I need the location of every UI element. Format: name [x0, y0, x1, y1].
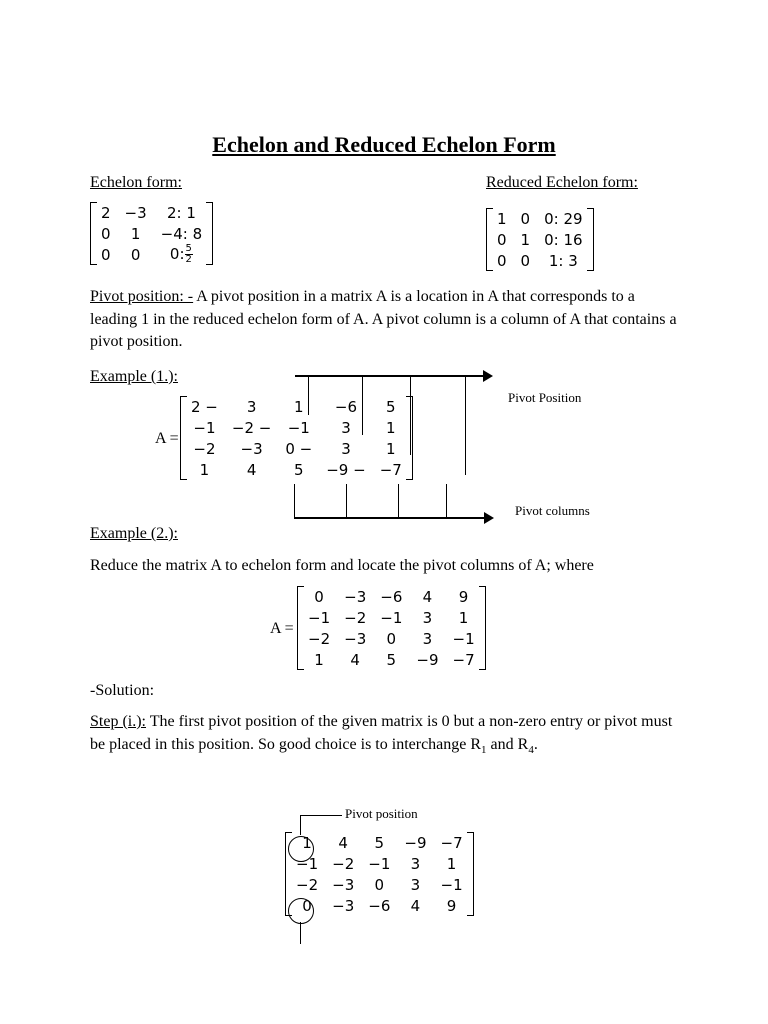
pivot-circle-icon	[288, 898, 314, 924]
matrix-cell: 5	[385, 397, 396, 416]
matrix-cell: 0: 16	[544, 230, 583, 249]
matrix-cell: 4	[246, 460, 257, 479]
matrix-cell: −7	[379, 460, 402, 479]
example2-label: Example (2.):	[90, 525, 178, 542]
example1-label: Example (1.):	[90, 368, 178, 385]
matrix-cell: 2 −	[191, 397, 218, 416]
example1-row	[184, 417, 409, 438]
example1-matrix	[180, 396, 413, 480]
matrix-cell: 0	[386, 629, 397, 648]
matrix-cell: −7	[452, 650, 475, 669]
echelon-form-label: Echelon form:	[90, 174, 182, 191]
matrix-cell: −2	[296, 875, 319, 894]
matrix-cell: −7	[440, 833, 463, 852]
step1-pivot-label: Pivot position	[345, 806, 418, 821]
matrix-cell: −3	[344, 629, 367, 648]
matrix-cell: 4	[338, 833, 348, 852]
step1-text: Step (i.): The first pivot position of the given matrix is 0 but a non-zero entry or pivot must be placed in this position. So good choice is to interchange $R_1$ and $R_4$.	[90, 713, 673, 756]
matrix-cell: −3	[240, 439, 263, 458]
arrow-head-icon	[483, 370, 493, 382]
matrix-cell: 3	[422, 629, 433, 648]
matrix-cell: 3	[341, 418, 351, 437]
matrix-cell: 3	[410, 854, 421, 873]
example2-instruction: Reduce the matrix A to echelon form and locate the pivot columns of A; where	[90, 557, 594, 574]
matrix-cell: −3	[332, 875, 355, 894]
matrix-cell: −3	[344, 587, 367, 606]
echelon-row	[94, 202, 209, 223]
arrow-head-icon	[484, 512, 494, 524]
matrix-cell: −2	[344, 608, 367, 627]
echelon-row	[94, 244, 209, 265]
fraction: $\frac{5}{2}$	[185, 243, 192, 265]
matrix-cell: 0	[130, 245, 141, 264]
example2-a-label: A =	[270, 620, 294, 637]
matrix-cell: −9 −	[326, 460, 366, 479]
matrix-cell: 3	[410, 875, 421, 894]
matrix-cell: 9	[446, 896, 457, 915]
matrix-cell: −1	[368, 854, 391, 873]
matrix-cell: 3	[422, 608, 433, 627]
matrix-cell: 0	[302, 896, 312, 915]
matrix-cell: 3	[246, 397, 257, 416]
matrix-cell: −6	[380, 587, 403, 606]
matrix-cell: 5	[294, 460, 304, 479]
matrix-cell: 4	[410, 896, 421, 915]
example2-row	[301, 607, 482, 628]
matrix-cell: 2: 1	[166, 203, 196, 222]
pivot-definition	[90, 286, 680, 354]
matrix-cell: −1	[308, 608, 331, 627]
example1-row	[184, 396, 409, 417]
step1-row	[289, 832, 470, 853]
reduced-row	[490, 229, 590, 250]
example2-matrix	[297, 586, 486, 670]
matrix-cell: 0	[497, 230, 507, 249]
matrix-cell: 3	[341, 439, 351, 458]
echelon-matrix	[90, 202, 213, 265]
pivot-definition-text: A pivot position in a matrix A is a location in A that corresponds to a leading 1 in the reduced echelon form of A. A pivot column is a column of A that contains a pivot position.	[90, 288, 677, 350]
matrix-cell: 1: 3	[548, 251, 578, 270]
matrix-cell: −1	[452, 629, 475, 648]
matrix-cell: 5	[374, 833, 385, 852]
reduced-row	[490, 208, 590, 229]
matrix-cell: 0: 29	[544, 209, 583, 228]
step1-row	[289, 853, 470, 874]
solution-label: -Solution:	[90, 682, 155, 699]
matrix-cell: 1	[458, 608, 469, 627]
matrix-cell: −1	[287, 418, 310, 437]
matrix-cell: 9	[458, 587, 469, 606]
matrix-cell: −1	[193, 418, 216, 437]
matrix-cell: −2 −	[231, 418, 272, 437]
matrix-cell: −2	[193, 439, 216, 458]
matrix-cell: 1	[130, 224, 141, 243]
matrix-cell: 0	[497, 251, 507, 270]
step1-row	[289, 895, 470, 916]
matrix-cell: 0	[314, 587, 324, 606]
matrix-cell: 0 −	[285, 439, 313, 458]
matrix-cell: −3	[124, 203, 147, 222]
pivot-position-label: Pivot Position	[508, 390, 582, 405]
matrix-cell: 1	[294, 397, 304, 416]
step1-label: Step (i.):	[90, 713, 146, 730]
matrix-cell: −6	[368, 896, 391, 915]
pivot-columns-arrow	[294, 517, 486, 519]
matrix-cell: −2	[308, 629, 331, 648]
matrix-cell: 0: $\frac{5}{2}$	[169, 243, 192, 265]
matrix-cell: 0	[101, 245, 111, 264]
matrix-cell: 1	[385, 418, 396, 437]
matrix-cell: −1	[440, 875, 463, 894]
pivot-circle-icon	[288, 836, 314, 862]
matrix-cell: 0	[101, 224, 111, 243]
matrix-cell: −9	[404, 833, 427, 852]
matrix-cell: 0	[374, 875, 385, 894]
example2-row	[301, 586, 482, 607]
matrix-cell: −4: 8	[160, 224, 203, 243]
matrix-cell: −6	[334, 397, 358, 416]
matrix-cell: −2	[332, 854, 355, 873]
reduced-row	[490, 250, 590, 271]
matrix-cell: −9	[416, 650, 439, 669]
matrix-cell: 1	[497, 209, 507, 228]
matrix-cell: 1	[385, 439, 396, 458]
matrix-cell: 4	[422, 587, 433, 606]
pivot-columns-label: Pivot columns	[515, 503, 590, 518]
matrix-cell: −3	[332, 896, 355, 915]
pivot-definition-label: Pivot position: -	[90, 288, 194, 305]
page-title: Echelon and Reduced Echelon Form	[212, 132, 556, 157]
matrix-cell: 1	[520, 230, 531, 249]
step1-row	[289, 874, 470, 895]
matrix-cell: −1	[296, 854, 319, 873]
example2-row	[301, 649, 482, 670]
echelon-row	[94, 223, 209, 244]
pivot-position-arrow	[295, 375, 485, 377]
matrix-cell: −1	[380, 608, 403, 627]
matrix-cell: 2	[101, 203, 111, 222]
reduced-echelon-label: Reduced Echelon form:	[486, 174, 638, 191]
matrix-cell: 0	[520, 251, 531, 270]
matrix-cell: 1	[302, 833, 312, 852]
matrix-cell: 1	[199, 460, 210, 479]
matrix-cell: 1	[446, 854, 457, 873]
reduced-echelon-matrix	[486, 208, 594, 271]
matrix-cell: 0	[520, 209, 531, 228]
example1-row	[184, 438, 409, 459]
example2-row	[301, 628, 482, 649]
matrix-cell: 4	[350, 650, 360, 669]
matrix-cell: 5	[386, 650, 397, 669]
example1-a-label: A =	[155, 430, 179, 447]
example1-row	[184, 459, 409, 480]
matrix-cell: 1	[314, 650, 324, 669]
